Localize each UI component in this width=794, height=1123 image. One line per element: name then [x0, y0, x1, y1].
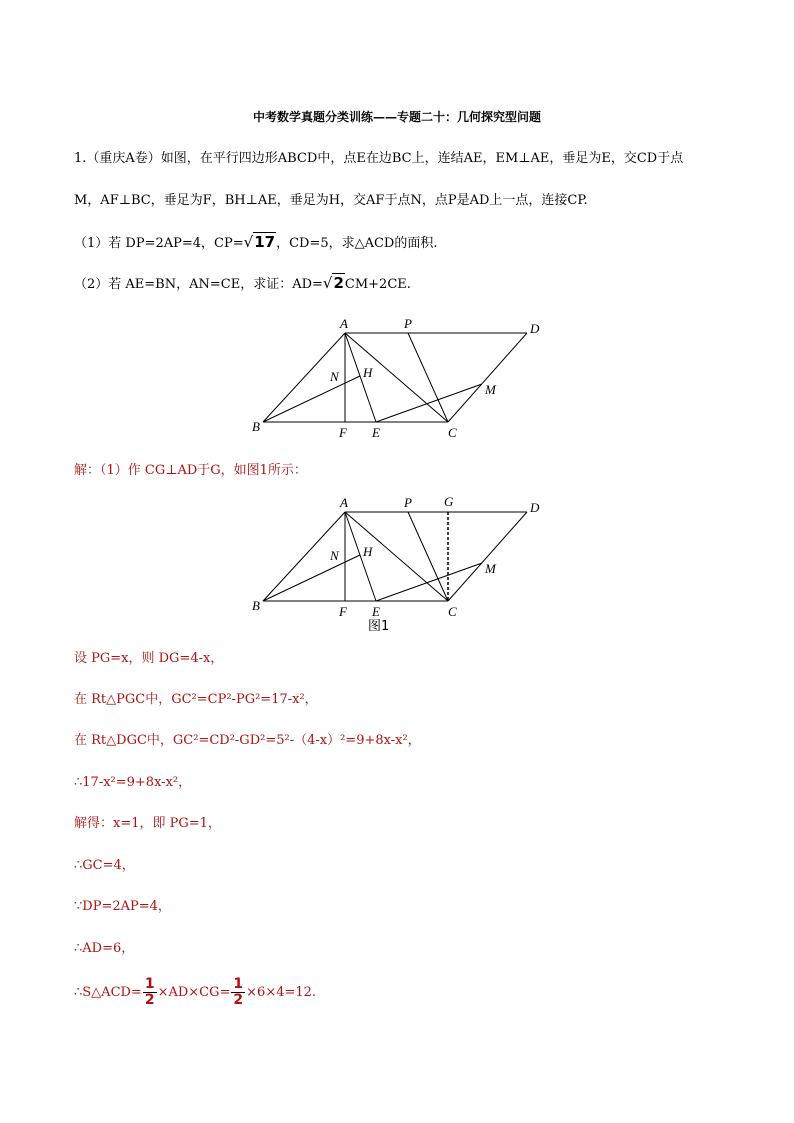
fraction-numerator: 1: [233, 976, 244, 992]
solution-line-2: 在 Rt△PGC中，GC²=CP²-PG²=17-x²，: [74, 692, 318, 707]
question-1: [74, 233, 437, 253]
sqrt-17: √17: [243, 233, 276, 251]
figure-caption: 图1: [368, 619, 390, 634]
sqrt-17-radicand: 17: [254, 233, 276, 251]
segment-CD: [448, 512, 527, 601]
solution-line-1: 设 PG=x，则 DG=4-x，: [74, 651, 224, 666]
question-2-text-pre: （2）若 AE=BN，AN=CE，求证：AD=: [74, 277, 323, 292]
solution-intro: 解：（1）作 CG⊥AD于G，如图1所示：: [74, 463, 307, 478]
label-E: E: [372, 604, 380, 619]
label-A: A: [340, 495, 348, 510]
sqrt-2: √2: [322, 274, 344, 292]
question-2: [74, 274, 411, 294]
solution-line-7: ∵DP=2AP=4，: [74, 899, 171, 914]
question-1-text-pre: （1）若 DP=2AP=4，CP=: [74, 236, 244, 251]
label-B: B: [252, 598, 260, 613]
label-F: F: [339, 604, 347, 619]
label-N: N: [330, 548, 339, 563]
sqrt-2-radicand: 2: [333, 274, 344, 292]
label-M: M: [485, 561, 496, 576]
segment-EM: [376, 384, 482, 422]
solution-line-5: 解得：x=1，即 PG=1，: [74, 816, 221, 831]
fraction-one-half: [143, 977, 157, 1008]
fraction-one-half-2: [231, 977, 245, 1008]
fraction-denominator: 2: [233, 992, 244, 1008]
label-D: D: [530, 500, 540, 515]
label-F: F: [339, 425, 347, 440]
label-D: D: [530, 321, 540, 336]
area-formula-post: ×6×4=12.: [246, 985, 317, 1000]
question-2-text-post: CM+2CE.: [344, 277, 411, 292]
solution-line-6: ∴GC=4，: [74, 858, 135, 873]
solution-line-9: [74, 976, 316, 1010]
label-C: C: [448, 425, 457, 440]
solution-line-3: 在 Rt△DGC中，GC²=CD²-GD²=5²-（4-x）²=9+8x-x²，: [74, 733, 421, 748]
document-title: 中考数学真题分类训练——专题二十：几何探究型问题: [252, 110, 541, 124]
label-C: C: [448, 604, 457, 619]
fraction-numerator: 1: [144, 976, 155, 992]
label-G: G: [444, 494, 454, 509]
area-formula-mid: ×AD×CG=: [157, 985, 231, 1000]
question-1-text-post: ，CD=5，求△ACD的面积.: [276, 236, 438, 251]
problem-line-2: M，AF⊥BC，垂足为F，BH⊥AE，垂足为H，交AF于点N，点P是AD上一点，连接CP.: [74, 193, 588, 208]
label-P: P: [404, 316, 412, 331]
label-H: H: [363, 544, 373, 559]
label-H: H: [363, 365, 373, 380]
fraction-denominator: 2: [144, 992, 155, 1008]
segment-CD: [448, 333, 527, 422]
label-M: M: [485, 382, 496, 397]
segment-EM: [376, 563, 482, 601]
problem-figure: [240, 312, 560, 444]
solution-line-8: ∴AD=6，: [74, 941, 135, 956]
area-formula-pre: ∴S△ACD=: [74, 985, 142, 1000]
solution-line-4: ∴17-x²=9+8x-x²，: [74, 775, 192, 790]
label-B: B: [252, 419, 260, 434]
problem-line-1: 1.（重庆A卷）如图，在平行四边形ABCD中，点E在边BC上，连结AE，EM⊥AE，垂足为E，交CD于点: [74, 151, 684, 166]
solution-figure: [240, 490, 560, 635]
label-P: P: [404, 495, 412, 510]
label-E: E: [372, 425, 380, 440]
label-A: A: [340, 316, 348, 331]
label-N: N: [330, 369, 339, 384]
